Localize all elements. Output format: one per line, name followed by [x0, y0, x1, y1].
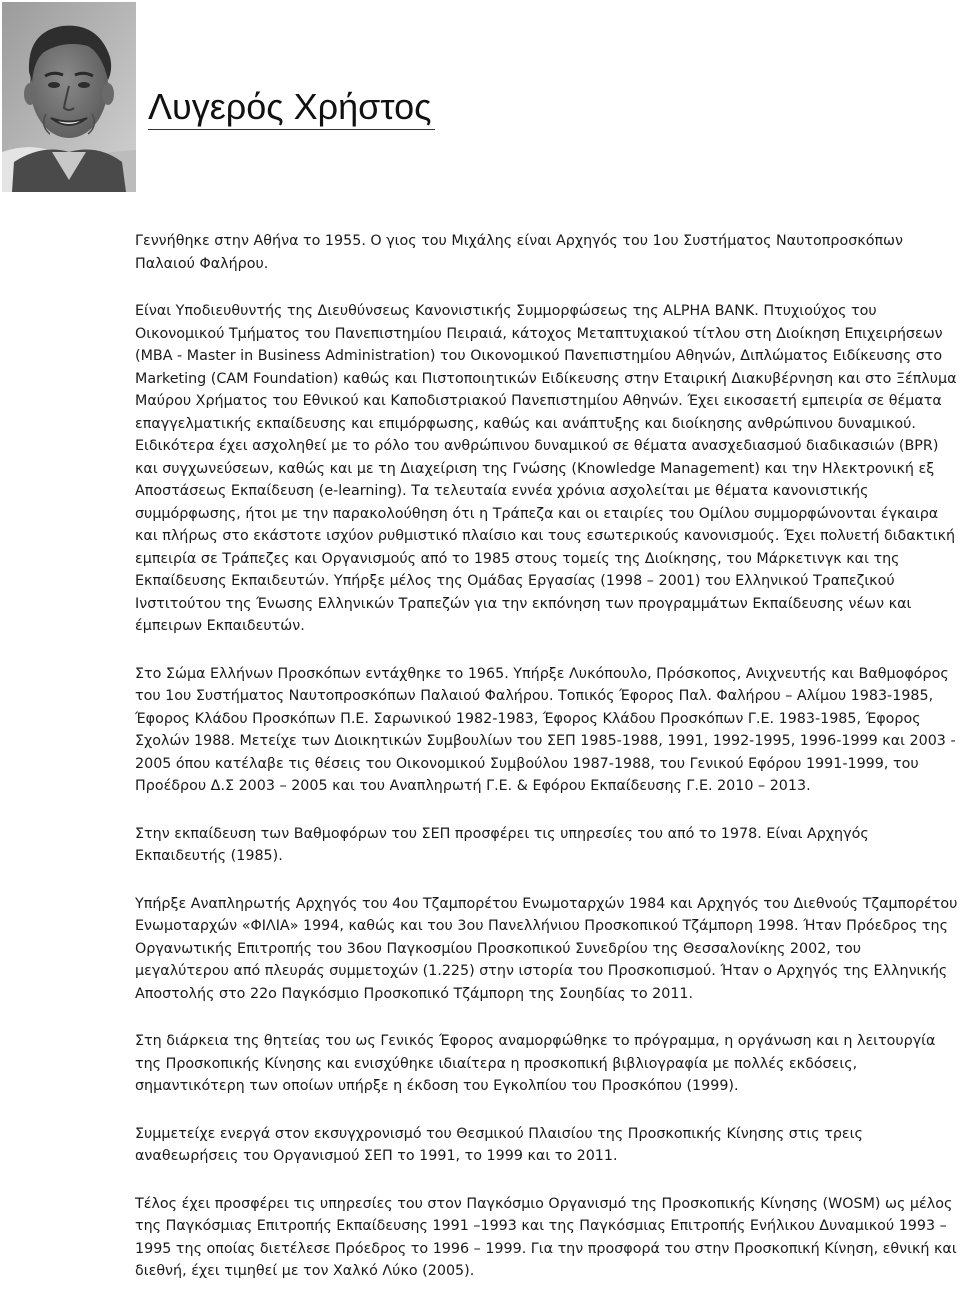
bio-paragraph-wosm: Τέλος έχει προσφέρει τις υπηρεσίες του στον Παγκόσμιο Οργανισμό της Προσκοπικής Κίνησης (WOSM) ως μέλος της Παγκόσμιας Επιτροπής Εκπαίδευσης 1991 –1993 και της Παγκόσμιας Επιτροπής Ενήλικου Δυναμικού 1993 – 1995 της οποίας διετέλεσε Πρόεδρος το 1996 – 1999. Για την προσφορά του στην Προσκοπική Κίνηση, εθνική και διεθνή, έχει τιμηθεί με τον Χαλκό Λύκο (2005).	[135, 1195, 957, 1279]
bio-paragraph-training: Στην εκπαίδευση των Βαθμοφόρων του ΣΕΠ προσφέρει τις υπηρεσίες του από το 1978. Είναι Αρχηγός Εκπαιδευτής (1985).	[135, 825, 869, 864]
bio-paragraph-jamborees: Υπήρξε Αναπληρωτής Αρχηγός του 4ου Τζαμπορέτου Ενωμοταρχών 1984 και Αρχηγός του Διεθνούς Τζαμπορέτου Ενωμοταρχών «ΦΙΛΙΑ» 1994, καθώς και του 3ου Πανελλήνιου Προσκοπικού Τζάμπορη 1998. Ήταν Πρόεδρος της Οργανωτικής Επιτροπής του 36ου Παγκοσμίου Προσκοπικού Συνεδρίου της Θεσσαλονίκης 2002, του μεγαλύτερου από πλευράς συμμετοχών (1.225) στην ιστορία του Προσκοπισμού. Ήταν ο Αρχηγός της Ελληνικής Αποστολής στο 22ο Παγκόσμιο Προσκοπικό Τζάμπορη της Σουηδίας το 2011.	[135, 895, 958, 1002]
profile-photo	[2, 2, 136, 192]
bio-paragraph-career: Είναι Υποδιευθυντής της Διευθύνσεως Κανονιστικής Συμμορφώσεως της ALPHA BANK. Πτυχιούχος του Οικονομικού Τμήματος του Πανεπιστημίου Πειραιά, κάτοχος Μεταπτυχιακού τίτλου στη Διοίκηση Επιχειρήσεων (MBA - Master in Business Administration) του Οικονομικού Πανεπιστημίου Αθηνών, Διπλώματος Ειδίκευσης στο Marketing (CAM Foundation) καθώς και Πιστοποιητικών Ειδίκευσης στην Εταιρική Διακυβέρνηση και στο Ξέπλυμα Μαύρου Χρήματος του Εθνικού και Καποδιστριακού Πανεπιστημίου Αθηνών. Έχει εικοσαετή εμπειρία σε θέματα επαγγελματικής εκπαίδευσης και επιμόρφωσης, καθώς και ανάπτυξης και διοίκησης ανθρώπινου δυναμικού. Ειδικότερα έχει ασχοληθεί με το ρόλο του ανθρώπινου δυναμικού σε θέματα ανασχεδιασμού διαδικασιών (BPR) και συγχωνεύσεων, καθώς και με τη Διαχείριση της Γνώσης (Knowledge Management) και την Ηλεκτρονική εξ Αποστάσεως Εκπαίδευση (e-learning). Τα τελευταία εννέα χρόνια ασχολείται με θέματα κανονιστικής συμμόρφωσης, ήτοι με την παρακολούθηση ότι η Τράπεζα και οι εταιρίες του Ομίλου συμμορφώνονται έγκαιρα και πλήρως στο εκάστοτε ισχύον ρυθμιστικό πλαίσιο και τους εσωτερικούς κανονισμούς. Έχει πολυετή διδακτική εμπειρία σε Τράπεζες και Οργανισμούς από το 1985 στους τομείς της Διοίκησης, του Μάρκετινγκ και της Εκπαίδευσης Εκπαιδευτών. Υπήρξε μέλος της Ομάδας Εργασίας (1998 – 2001) του Ελληνικού Τραπεζικού Ινστιτούτου της Ένωσης Ελληνικών Τραπεζών για την εκπόνηση των προγραμμάτων Εκπαίδευσης νέων και έμπειρων Εκπαιδευτών.	[135, 303, 957, 634]
bio-paragraph-birth: Γεννήθηκε στην Αθήνα το 1955. Ο γιος του Μιχάλης είναι Αρχηγός του 1ου Συστήματος Ναυτοπροσκόπων Παλαιού Φαλήρου.	[135, 233, 904, 272]
bio-paragraph-reforms: Στη διάρκεια της θητείας του ως Γενικός Έφορος αναμορφώθηκε το πρόγραμμα, η οργάνωση και η λειτουργία της Προσκοπικής Κίνησης και ενισχύθηκε ιδιαίτερα η προσκοπική βιβλιογραφία με πολλές εκδόσεις, σημαντικότερη των οποίων υπήρξε η έκδοση του Εγκολπίου του Προσκόπου (1999).	[135, 1033, 936, 1094]
biography	[135, 230, 959, 1308]
bio-paragraph-institutional: Συμμετείχε ενεργά στον εκσυγχρονισμό του Θεσμικού Πλαισίου της Προσκοπικής Κίνησης στις τρεις αναθεωρήσεις του Οργανισμού ΣΕΠ το 1991, το 1999 και το 2011.	[135, 1125, 863, 1164]
portrait-image	[2, 2, 136, 192]
title-underline	[148, 129, 435, 130]
person-name: Λυγερός Χρήστος	[148, 86, 432, 127]
bio-paragraph-scouting: Στο Σώμα Ελλήνων Προσκόπων εντάχθηκε το 1965. Υπήρξε Λυκόπουλο, Πρόσκοπος, Ανιχνευτής και Βαθμοφόρος του 1ου Συστήματος Ναυτοπροσκόπων Παλαιού Φαλήρου. Τοπικός Έφορος Παλ. Φαλήρου – Αλίμου 1983-1985, Έφορος Κλάδου Προσκόπων Π.Ε. Σαρωνικού 1982-1983, Έφορος Κλάδου Προσκόπων Γ.Ε. 1983-1985, Έφορος Σχολών 1988. Μετείχε των Διοικητικών Συμβουλίων του ΣΕΠ 1985-1988, 1991, 1992-1995, 1996-1999 και 2003 - 2005 όπου κατέλαβε τις θέσεις του Οικονομικού Συμβούλου 1987-1988, του Γενικού Εφόρου 1991-1999, του Προέδρου Δ.Σ 2003 – 2005 και του Αναπληρωτή Γ.Ε. & Εφόρου Εκπαίδευσης Γ.Ε. 2010 – 2013.	[135, 665, 956, 794]
